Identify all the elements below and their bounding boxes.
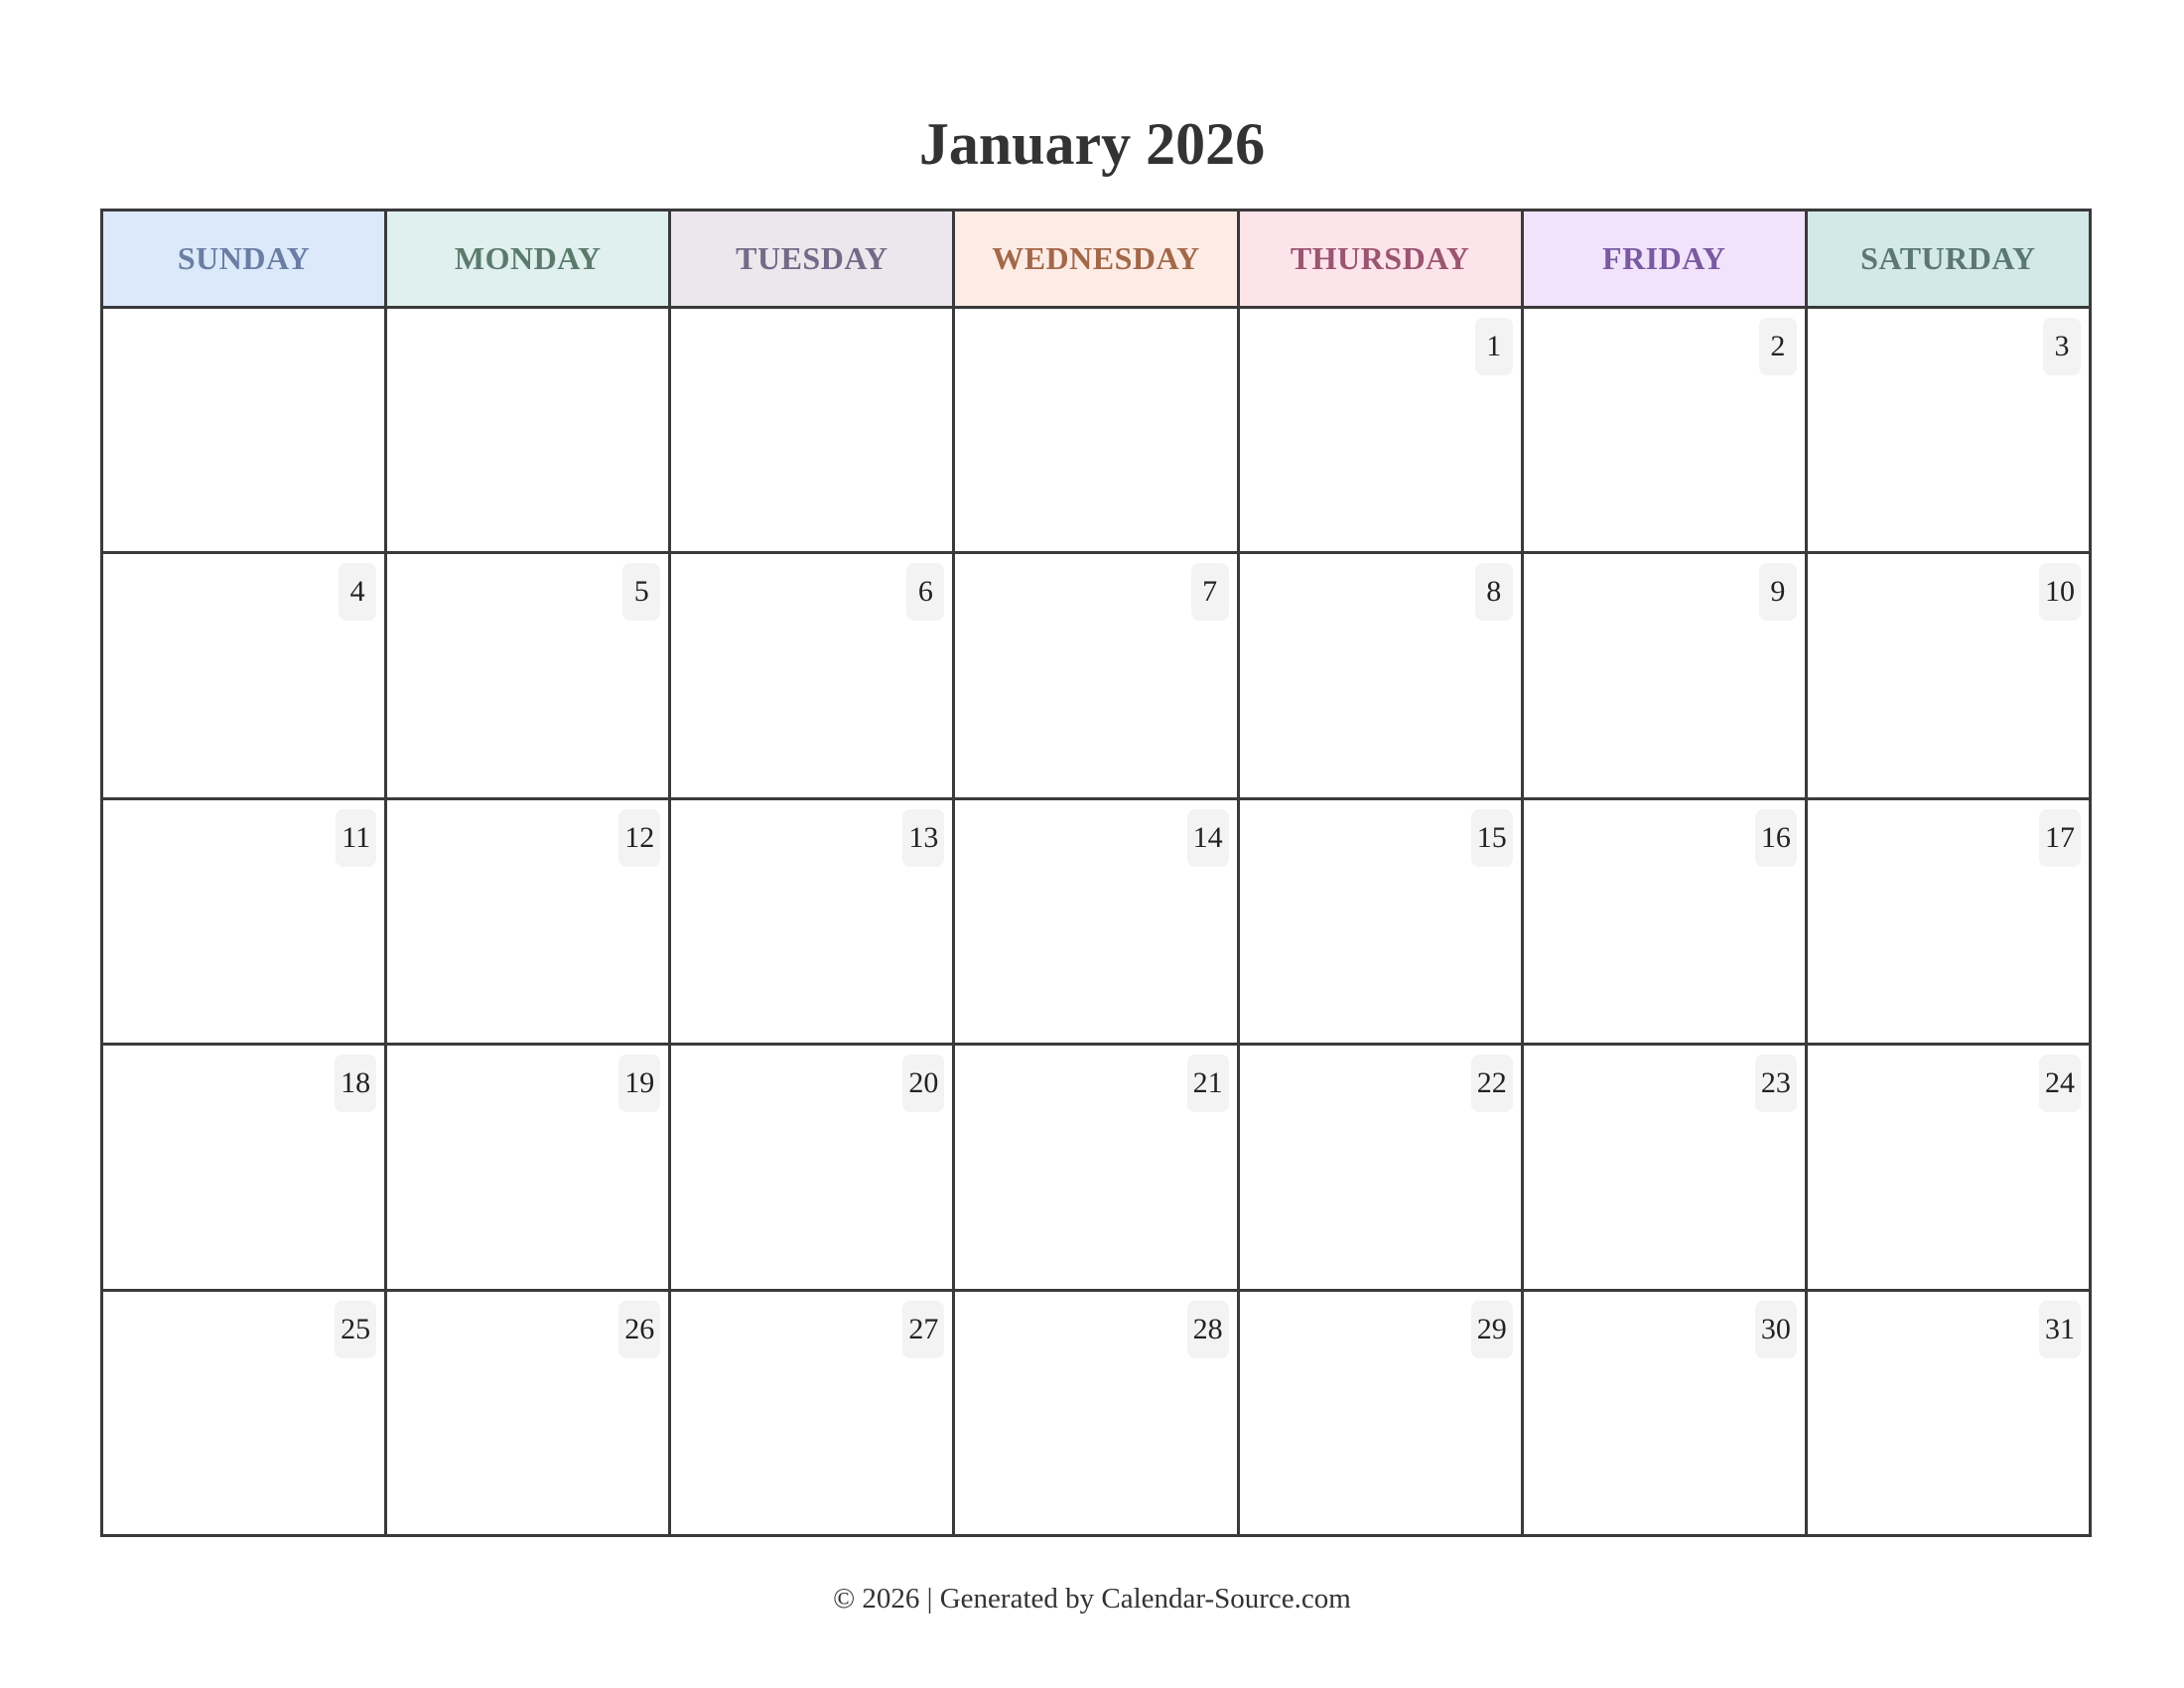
day-cell[interactable] <box>386 1045 670 1290</box>
day-number: 24 <box>2039 1055 2081 1112</box>
day-cell[interactable] <box>1522 1290 1806 1535</box>
day-cell[interactable] <box>102 1045 386 1290</box>
weekday-header-saturday: SATURDAY <box>1806 211 2090 308</box>
day-number: 1 <box>1475 318 1513 375</box>
day-number: 21 <box>1187 1055 1229 1112</box>
week-row <box>102 1045 2091 1290</box>
weekday-header-sunday: SUNDAY <box>102 211 386 308</box>
day-number: 6 <box>906 563 944 621</box>
day-cell[interactable] <box>102 1290 386 1535</box>
day-number: 30 <box>1755 1301 1797 1358</box>
week-row <box>102 553 2091 798</box>
weekday-header-friday: FRIDAY <box>1522 211 1806 308</box>
day-cell[interactable] <box>386 308 670 553</box>
day-cell[interactable] <box>1238 1290 1522 1535</box>
calendar-grid <box>100 209 2092 1537</box>
day-cell[interactable] <box>1806 798 2090 1044</box>
day-cell[interactable] <box>670 308 954 553</box>
day-cell[interactable] <box>954 308 1238 553</box>
day-cell[interactable] <box>1806 1045 2090 1290</box>
day-number: 17 <box>2039 809 2081 867</box>
day-number: 31 <box>2039 1301 2081 1358</box>
day-number: 10 <box>2039 563 2081 621</box>
weekday-header-wednesday: WEDNESDAY <box>954 211 1238 308</box>
day-cell[interactable] <box>1522 308 1806 553</box>
day-cell[interactable] <box>102 798 386 1044</box>
day-number: 16 <box>1755 809 1797 867</box>
day-cell[interactable] <box>954 553 1238 798</box>
day-cell[interactable] <box>670 798 954 1044</box>
day-cell[interactable] <box>386 1290 670 1535</box>
weekday-header-row <box>102 211 2091 308</box>
weekday-header-monday: MONDAY <box>386 211 670 308</box>
day-cell[interactable] <box>102 308 386 553</box>
day-number: 8 <box>1475 563 1513 621</box>
day-number: 5 <box>622 563 660 621</box>
day-number: 28 <box>1187 1301 1229 1358</box>
day-cell[interactable] <box>1238 308 1522 553</box>
day-number: 23 <box>1755 1055 1797 1112</box>
day-number: 26 <box>618 1301 660 1358</box>
day-number: 20 <box>902 1055 944 1112</box>
day-cell[interactable] <box>670 1290 954 1535</box>
day-cell[interactable] <box>954 1045 1238 1290</box>
day-number: 19 <box>618 1055 660 1112</box>
day-cell[interactable] <box>386 798 670 1044</box>
day-number: 2 <box>1759 318 1797 375</box>
day-cell[interactable] <box>1238 798 1522 1044</box>
day-cell[interactable] <box>954 798 1238 1044</box>
day-number: 7 <box>1191 563 1229 621</box>
day-number: 4 <box>339 563 376 621</box>
day-number: 15 <box>1471 809 1513 867</box>
footer-credit: © 2026 | Generated by Calendar-Source.com <box>833 1583 1351 1615</box>
day-number: 27 <box>902 1301 944 1358</box>
page-title: January 2026 <box>918 111 1266 177</box>
weekday-header-tuesday: TUESDAY <box>670 211 954 308</box>
day-cell[interactable] <box>1806 308 2090 553</box>
day-number: 3 <box>2043 318 2081 375</box>
day-number: 9 <box>1759 563 1797 621</box>
day-number: 14 <box>1187 809 1229 867</box>
day-cell[interactable] <box>1522 798 1806 1044</box>
day-cell[interactable] <box>1806 1290 2090 1535</box>
day-cell[interactable] <box>1522 1045 1806 1290</box>
day-cell[interactable] <box>670 1045 954 1290</box>
week-row <box>102 798 2091 1044</box>
week-row <box>102 308 2091 553</box>
day-number: 25 <box>335 1301 376 1358</box>
day-cell[interactable] <box>1522 553 1806 798</box>
day-cell[interactable] <box>670 553 954 798</box>
day-number: 29 <box>1471 1301 1513 1358</box>
day-number: 18 <box>335 1055 376 1112</box>
day-cell[interactable] <box>102 553 386 798</box>
calendar-weeks <box>102 308 2091 1536</box>
weekday-header-thursday: THURSDAY <box>1238 211 1522 308</box>
week-row <box>102 1290 2091 1535</box>
day-cell[interactable] <box>386 553 670 798</box>
day-number: 22 <box>1471 1055 1513 1112</box>
day-cell[interactable] <box>954 1290 1238 1535</box>
day-cell[interactable] <box>1806 553 2090 798</box>
day-number: 13 <box>902 809 944 867</box>
day-cell[interactable] <box>1238 1045 1522 1290</box>
day-number: 12 <box>618 809 660 867</box>
day-number: 11 <box>336 809 376 867</box>
day-cell[interactable] <box>1238 553 1522 798</box>
